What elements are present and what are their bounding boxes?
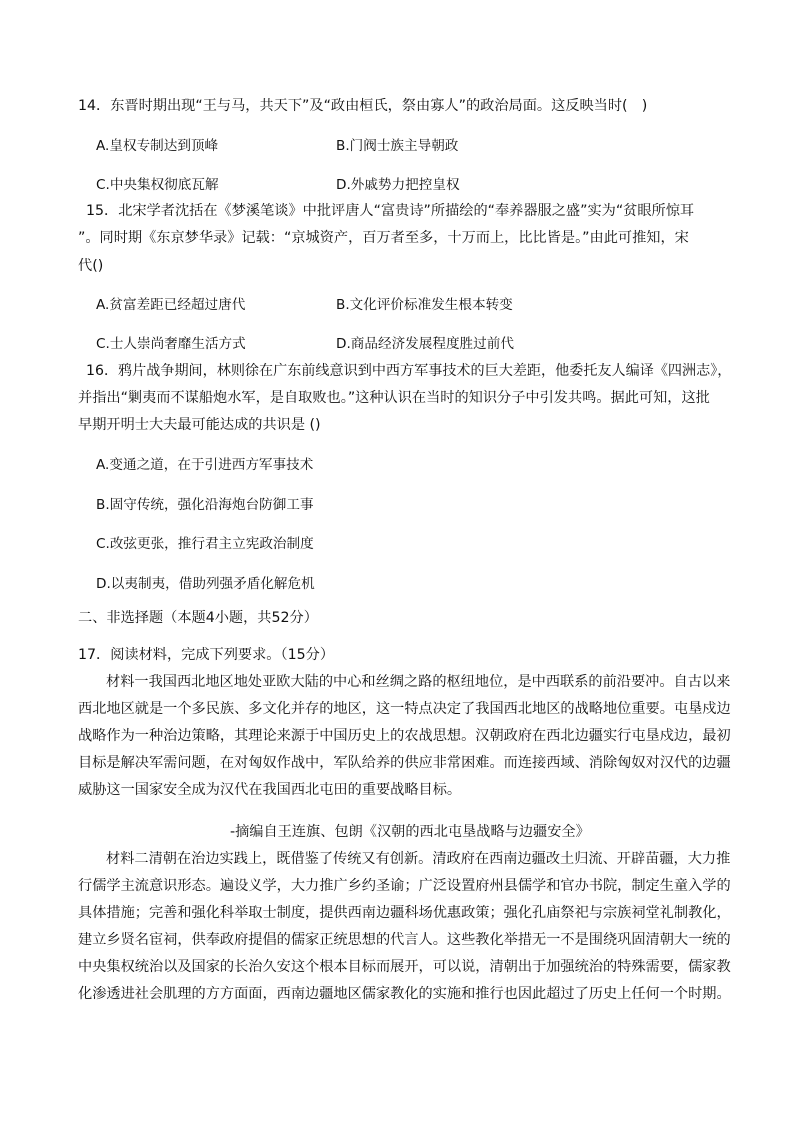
question-17-title: 17．阅读材料，完成下列要求。（15分） (78, 647, 335, 663)
material-1-line: 西北地区就是一个多民族、多文化并存的地区，这一特点决定了我国西北地区的战略地位重要。屯垦戍边 (78, 701, 731, 717)
material-1-line: 目标是解决军需问题，在对匈奴作战中，军队给养的供应非常困难。而连接西域、消除匈奴对汉代的边疆 (78, 755, 731, 771)
q15-option-c: C.士人崇尚奢靡生活方式 (96, 336, 246, 352)
q14-option-a: A.皇权专制达到顶峰 (96, 138, 219, 154)
q16-option-b: B.固守传统，强化沿海炮台防御工事 (96, 497, 314, 513)
q14-option-b: B.门阀士族主导朝政 (336, 138, 459, 154)
section-2-heading: 二、非选择题（本题4小题，共52分） (78, 610, 318, 626)
q16-option-c: C.改弦更张，推行君主立宪政治制度 (96, 536, 314, 552)
q16-option-a: A.变通之道，在于引进西方军事技术 (96, 457, 314, 473)
question-16-stem-line: 并指出“剿夷而不谋船炮水军，是自取败也。”这种认识在当时的知识分子中引发共鸣。据此可知，这批 (78, 390, 710, 406)
q14-option-d: D.外戚势力把控皇权 (336, 177, 460, 193)
material-2-line: 化渗透进社会肌理的方方面面，西南边疆地区儒家教化的实施和推行也因此超过了历史上任何一个时期。 (78, 986, 731, 1002)
question-15-stem-line: 15．北宋学者沈括在《梦溪笔谈》中批评唐人“富贵诗”所描绘的“奉养器服之盛”实为“贫眼所惊耳 (86, 203, 695, 219)
q15-option-b: B.文化评价标准发生根本转变 (336, 297, 513, 313)
material-2-line: 中央集权统治以及国家的长治久安这个根本目标而展开，可以说，清朝出于加强统治的特殊需要，儒家教 (78, 959, 731, 975)
material-2-line: 具体措施；完善和强化科举取士制度，提供西南边疆科场优惠政策；强化孔庙祭祀与宗族祠堂礼制教化， (78, 905, 731, 921)
q15-option-d: D.商品经济发展程度胜过前代 (336, 336, 514, 352)
question-16-stem-line: 早期开明士大夫最可能达成的共识是 () (78, 417, 321, 433)
question-16-stem-line: 16．鸦片战争期间，林则徐在广东前线意识到中西方军事技术的巨大差距，他委托友人编译《四洲志》， (86, 363, 732, 379)
question-14-stem: 14．东晋时期出现“王与马，共天下”及“政由桓氏，祭由寡人”的政治局面。这反映当时( ) (78, 98, 648, 114)
material-1-source: -摘编自王连旗、包朗《汉朝的西北屯垦战略与边疆安全》 (230, 824, 590, 840)
material-1-line: 材料一我国西北地区地处亚欧大陆的中心和丝绸之路的枢纽地位，是中西联系的前沿要冲。自古以来 (106, 674, 731, 690)
material-2-line: 材料二清朝在治边实践上，既借鉴了传统又有创新。清政府在西南边疆改土归流、开辟苗疆，大力推 (106, 851, 731, 867)
question-15-stem-line: 代() (78, 258, 104, 274)
question-15-stem-line: ”。同时期《东京梦华录》记载：“京城资产，百万者至多，十万而上，比比皆是。”由此可推知，宋 (78, 230, 689, 246)
q16-option-d: D.以夷制夷，借助列强矛盾化解危机 (96, 576, 315, 592)
material-1-line: 威胁这一国家安全成为汉代在我国西北屯田的重要战略目标。 (78, 782, 462, 798)
q14-option-c: C.中央集权彻底瓦解 (96, 177, 219, 193)
material-1-line: 战略作为一种治边策略，其理论来源于中国历史上的农战思想。汉朝政府在西北边疆实行屯垦戍边，最初 (78, 728, 731, 744)
material-2-line: 行儒学主流意识形态。遍设义学，大力推广乡约圣谕；广泛设置府州县儒学和官办书院，制定生童入学的 (78, 878, 731, 894)
q15-option-a: A.贫富差距已经超过唐代 (96, 297, 246, 313)
material-2-line: 建立乡贤名宦祠，供奉政府提倡的儒家正统思想的代言人。这些教化举措无一不是围绕巩固清朝大一统的 (78, 932, 731, 948)
